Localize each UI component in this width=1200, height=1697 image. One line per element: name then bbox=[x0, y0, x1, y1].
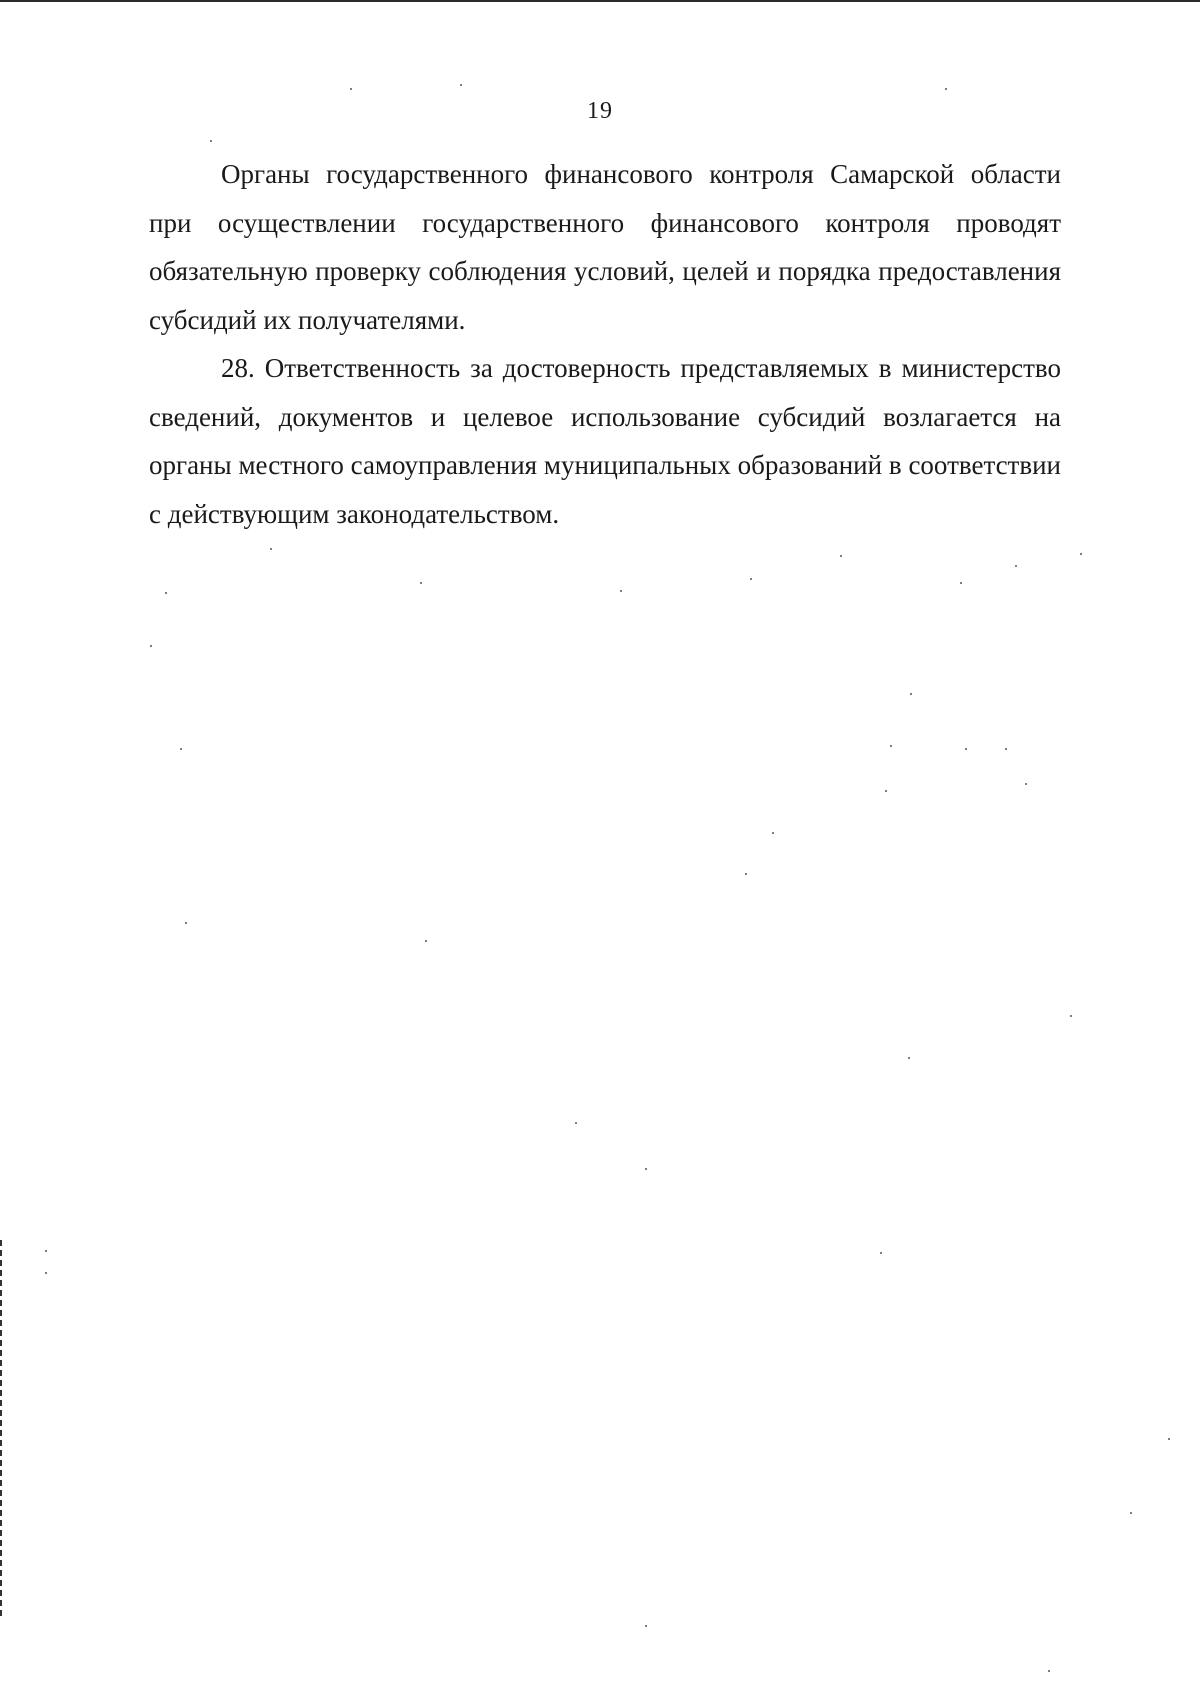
scan-border-left bbox=[0, 1240, 2, 1620]
document-body bbox=[149, 150, 1061, 538]
paragraph-28-responsibility: 28. Ответственность за достоверность представляемых в министерство сведений, документов и целевое использование субсидий возлагается на органы местного самоуправления муниципальных образований в соответствии с действующим законодательством. bbox=[149, 353, 1061, 529]
scan-border-top bbox=[0, 0, 1200, 2]
page-number: 19 bbox=[587, 98, 613, 124]
paragraph-control: Органы государственного финансового контроля Самарской области при осуществлении государственного финансового контроля проводят обязательную проверку соблюдения условий, целей и порядка предоставления субсидий их получателями. bbox=[149, 159, 1061, 335]
